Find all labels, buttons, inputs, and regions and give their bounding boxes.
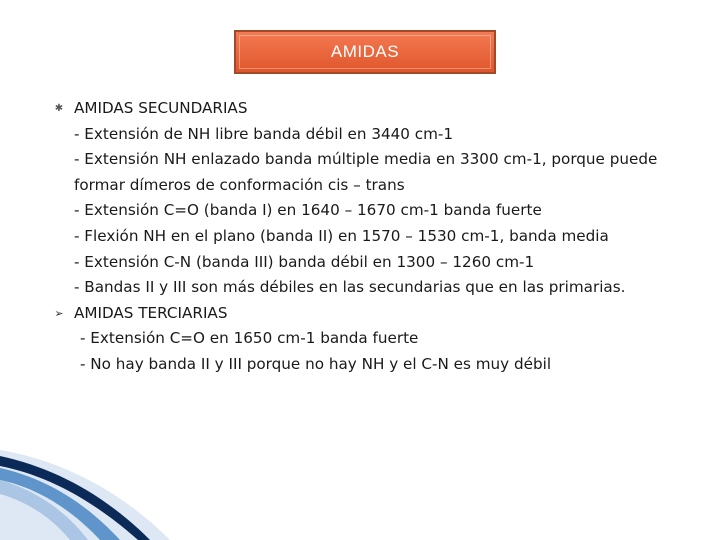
list-item: - No hay banda II y III porque no hay NH y el C-N es muy débil xyxy=(80,354,552,373)
title-box xyxy=(234,30,496,74)
list-item: - Extensión C=O (banda I) en 1640 – 1670 cm-1 banda fuerte xyxy=(74,201,542,220)
star-bullet-icon: ✱ xyxy=(54,103,64,114)
section-terciarias xyxy=(54,301,674,327)
list-item: - Extensión C=O en 1650 cm-1 banda fuerte xyxy=(80,329,419,348)
arrowhead-bullet-icon: ➢ xyxy=(54,306,64,320)
slide-title: AMIDAS xyxy=(330,42,400,61)
list-item: - Flexión NH en el plano (banda II) en 1570 – 1530 cm-1, banda media xyxy=(74,226,609,245)
section-secundarias xyxy=(54,96,674,122)
decorative-corner-swoosh xyxy=(0,450,720,540)
slide-content xyxy=(54,96,674,378)
list-item: - Extensión C-N (banda III) banda débil en 1300 – 1260 cm-1 xyxy=(74,252,535,271)
section-heading: AMIDAS TERCIARIAS xyxy=(74,303,228,322)
list-item: - Bandas II y III son más débiles en las secundarias que en las primarias. xyxy=(74,278,626,297)
section-heading: AMIDAS SECUNDARIAS xyxy=(74,99,248,117)
list-item: - Extensión NH enlazado banda múltiple media en 3300 cm-1, porque puede formar dímeros de conformación cis – trans xyxy=(74,150,658,194)
list-item: - Extensión de NH libre banda débil en 3440 cm-1 xyxy=(74,124,454,143)
